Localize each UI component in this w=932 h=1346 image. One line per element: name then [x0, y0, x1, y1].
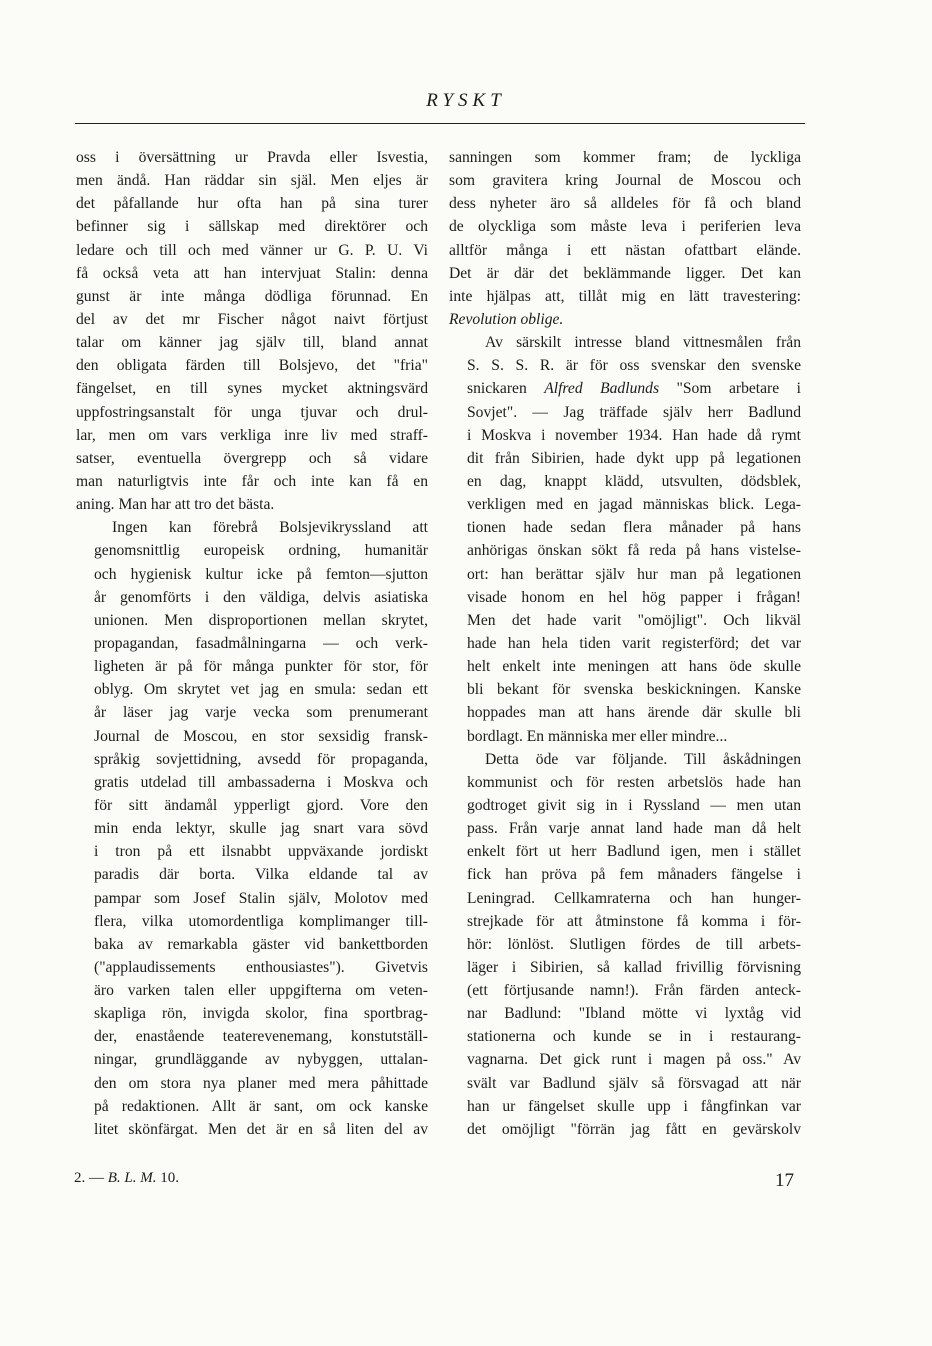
text-line: den obligata färden till Bolsjevo, det "fria": [76, 357, 428, 375]
text-line: och hygienisk kultur icke på femton—sjutton: [94, 565, 428, 583]
text-line: der, enastående teaterevenemang, konstutställ-: [94, 1028, 428, 1046]
text-line: godtroget givit sig in i Ryssland — men utan: [467, 796, 801, 814]
text-line: ort: han berättar själv hur man på legationen: [467, 565, 801, 583]
text-line: ledare och till och med vänner ur G. P. U. Vi: [76, 241, 428, 259]
italic-phrase: Revolution oblige.: [449, 310, 564, 328]
text-line: satser, eventuella övergrepp och så vidare: [76, 449, 428, 467]
text-line: alltför många i ett nästan ofattbart elände.: [449, 241, 801, 259]
text-line: oblyg. Om skrytet vet jag en smula: sedan ett: [94, 681, 428, 699]
text-line: verkligen med en jagad människas blick. Lega-: [467, 496, 801, 514]
left-paragraph-1: [76, 146, 428, 516]
text-line: inte hjälpas att, tillåt mig en lätt travestering:: [449, 287, 801, 305]
text-line: sanningen som kommer fram; de lyckliga: [449, 149, 801, 166]
text-line: del av det mr Fischer något naivt förtjust: [76, 310, 428, 328]
text-line: Detta öde var följande. Till åskådningen: [485, 750, 801, 768]
text-line: litet skönfärgat. Men det är en så liten del av: [94, 1120, 428, 1138]
text-line: dit från Sibirien, hade dykt upp på legationen: [467, 449, 801, 467]
text-line: ligheten är på för många punkter för stor, för: [94, 658, 428, 676]
header-rule: [75, 123, 805, 124]
text-line: språkig sovjettidning, avsedd för propaganda,: [94, 750, 428, 768]
text-line: skapliga rön, invigda skolor, fina sportbrag-: [94, 1005, 428, 1023]
text-line: ("applaudissements enthousiastes"). Givetvis: [94, 958, 428, 976]
right-paragraph-1: [449, 146, 801, 331]
text-line: han ur fängelset skulle upp i fångfinkan var: [467, 1097, 801, 1115]
text-line: tionen hade sedan flera månader på hans: [467, 519, 801, 537]
text-line: flera, vilka utomordentliga komplimanger till-: [94, 912, 428, 930]
book-author-italic: Alfred Badlunds: [544, 380, 660, 398]
text-line: propagandan, fasadmålningarna — och verk-: [94, 634, 428, 652]
text-line: som gravitera kring Journal de Moscou och: [449, 172, 801, 190]
text-line: hoppades man att hans ärende där skulle bli: [467, 704, 801, 722]
text-line: Journal de Moscou, en stor sexsidig fransk-: [94, 727, 428, 745]
text-line: helt enkelt inte meningen att hans öde skulle: [467, 658, 801, 676]
text-line: ningar, grundläggande av nybyggen, uttalan-: [94, 1051, 428, 1069]
right-paragraph-2: [449, 331, 801, 748]
text-line: fick han pröva på fem månaders fängelse i: [467, 866, 801, 884]
text-line: strejkade för att åtminstone få komma i för-: [467, 912, 801, 930]
text-line: äro varken talen eller uppgifterna om veten-: [94, 982, 428, 1000]
text-line: oss i översättning ur Pravda eller Isvestia,: [76, 149, 428, 166]
text-line: [449, 377, 801, 400]
text-line: vagnarna. Det gick runt i magen på oss." Av: [467, 1051, 801, 1069]
text-line: befinner sig i sällskap med direktörer och: [76, 218, 428, 236]
text-line: år genomförts i den väldiga, delvis asiatiska: [94, 588, 428, 606]
text-line: anhörigas önskan sökt få reda på hans vistelse-: [467, 542, 801, 560]
text-line: unionen. Men disproportionen mellan skrytet,: [94, 611, 428, 629]
text-line: få också veta att han intervjuat Stalin: denna: [76, 264, 428, 282]
running-head: RYSKT: [426, 90, 506, 111]
text-line: genomsnittlig europeisk ordning, humanitär: [94, 542, 428, 560]
text-line: dess nyheter äro så alldeles för få och bland: [449, 195, 801, 213]
signature-abbreviation: B. L. M.: [107, 1170, 157, 1186]
text-line: en dag, knappt klädd, utsvulten, dödsblek,: [467, 472, 801, 490]
text-line: enkelt fört ut herr Badlund igen, men i stället: [467, 843, 801, 861]
text-line: pass. Från varje annat land hade man då helt: [467, 820, 801, 838]
text-line: den om stora nya planer med mera påhittade: [94, 1074, 428, 1092]
right-paragraph-3: [449, 748, 801, 1141]
text-line: läger i Sibirien, så kallad frivillig förvisning: [467, 958, 801, 976]
text-line: i Moskva i november 1934. Han hade då rymt: [467, 426, 801, 444]
text-line: svält var Badlund själv så försvagad att när: [467, 1074, 801, 1092]
text-line: på redaktionen. Allt är sant, om ock kanske: [94, 1097, 428, 1115]
text-line: talar om känner jag själv till, bland annat: [76, 334, 428, 352]
text-line: det påfallande hur ofta han på sina turer: [76, 195, 428, 213]
text-run: "Som arbetare i: [659, 380, 801, 398]
signature-prefix: 2. —: [74, 1170, 104, 1186]
text-line: min enda lektyr, skulle jag snart vara sövd: [94, 820, 428, 838]
text-line: i tron på ett ilsnabbt uppväxande jordiskt: [94, 843, 428, 861]
text-line: år läser jag varje vecka som prenumerant: [94, 704, 428, 722]
text-line: aning. Man har att tro det bästa.: [76, 496, 275, 514]
text-line: nar Badlund: "Ibland mötte vi lyxtåg vid: [467, 1005, 801, 1023]
text-line: kommunist och för resten arbetslös hade han: [467, 773, 801, 791]
text-line: Leningrad. Cellkamraterna och han hunger-: [467, 889, 801, 907]
text-line: lar, men om vars verkliga inre liv med straff-: [76, 426, 428, 444]
text-line: stationerna och kunde se in i restaurang-: [467, 1028, 801, 1046]
right-column: [449, 146, 801, 1141]
text-line: (ett förtjusande namn!). Från färden anteck-: [467, 982, 801, 1000]
text-line: för sitt ändamål ypperligt gjord. Vore den: [94, 796, 428, 814]
text-line: Men det hade varit "omöjligt". Och likväl: [467, 611, 801, 629]
text-line: S. S. S. R. är för oss svenskar den svenske: [467, 357, 801, 375]
text-line: gunst är inte många dödliga förunnad. En: [76, 287, 428, 305]
left-column: [76, 146, 428, 1141]
text-line: Ingen kan förebrå Bolsjevikryssland att: [112, 519, 428, 537]
text-line: baka av remarkabla gäster vid bankettborden: [94, 935, 428, 953]
left-paragraph-2: [76, 516, 428, 1141]
text-line: Det är där det beklämmande ligger. Det kan: [449, 264, 801, 282]
page-number: 17: [775, 1170, 794, 1191]
text-line: uppfostringsanstalt för unga tjuvar och drul-: [76, 403, 428, 421]
text-line: bordlagt. En människa mer eller mindre...: [467, 727, 728, 745]
text-line: hade han hela tiden varit registerförd; det var: [467, 634, 801, 652]
text-line: Sovjet". — Jag träffade själv herr Badlund: [467, 403, 801, 421]
text-run: snickaren: [467, 380, 545, 398]
text-line: bli bekant för svenska beskickningen. Kanske: [467, 681, 801, 699]
text-line: [449, 308, 801, 331]
text-line: man naturligtvis inte får och inte kan få en: [76, 472, 428, 490]
text-line: pampar som Josef Stalin själv, Molotov med: [94, 889, 428, 907]
text-line: paradis där borta. Vilka eldande tal av: [94, 866, 428, 884]
text-line: det omöjligt "förrän jag fått en gevärskolv: [467, 1120, 801, 1138]
text-line: hör: lönlöst. Slutligen fördes de till arbets-: [467, 935, 801, 953]
text-line: gratis utdelad till ambassaderna i Moskva och: [94, 773, 428, 791]
text-line: de olyckliga som måste leva i periferien leva: [449, 218, 801, 236]
signature-number: 10.: [160, 1170, 179, 1186]
text-line: Av särskilt intresse bland vittnesmålen från: [485, 334, 801, 352]
text-line: visade honom en hel hög papper i frågan!: [467, 588, 801, 606]
text-line: fängelset, en till synes mycket aktningsvärd: [76, 380, 428, 398]
printer-signature: [74, 1170, 179, 1187]
text-line: men ändå. Han räddar sin själ. Men eljes är: [76, 172, 428, 190]
